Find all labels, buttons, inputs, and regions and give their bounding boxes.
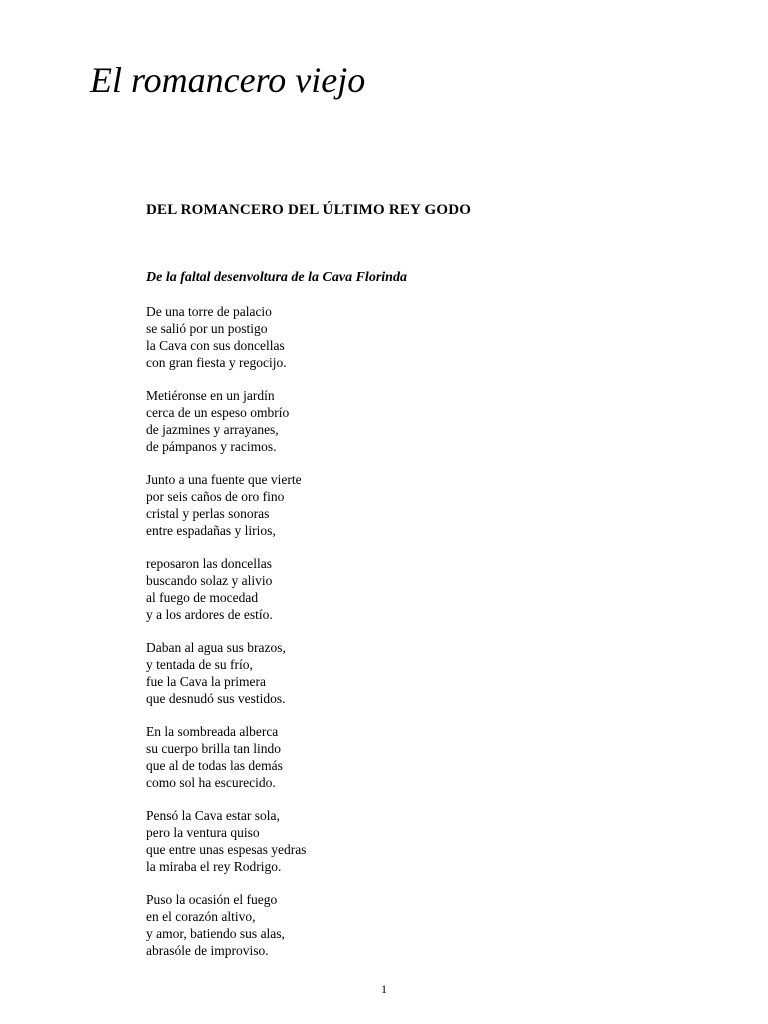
poem-body xyxy=(146,303,306,975)
verse-line: De una torre de palacio xyxy=(146,304,272,319)
verse-line: como sol ha escurecido. xyxy=(146,775,276,790)
verse-line: pero la ventura quiso xyxy=(146,825,260,840)
verse-line: y amor, batiendo sus alas, xyxy=(146,926,285,941)
stanza xyxy=(146,807,306,875)
poem-title: De la faltal desenvoltura de la Cava Florinda xyxy=(146,270,407,285)
verse-line: fue la Cava la primera xyxy=(146,674,266,689)
verse-line: la miraba el rey Rodrigo. xyxy=(146,859,282,874)
page-number: 1 xyxy=(381,982,387,996)
verse-line: se salió por un postigo xyxy=(146,321,268,336)
verse-line: su cuerpo brilla tan lindo xyxy=(146,741,281,756)
verse-line: cristal y perlas sonoras xyxy=(146,506,270,521)
verse-line: que entre unas espesas yedras xyxy=(146,842,307,857)
stanza xyxy=(146,891,306,959)
verse-line: Pensó la Cava estar sola, xyxy=(146,808,280,823)
verse-line: por seis caños de oro fino xyxy=(146,489,285,504)
verse-line: entre espadañas y lirios, xyxy=(146,523,276,538)
verse-line: y tentada de su frío, xyxy=(146,657,253,672)
verse-line: de jazmines y arrayanes, xyxy=(146,422,279,437)
verse-line: con gran fiesta y regocijo. xyxy=(146,355,287,370)
stanza xyxy=(146,639,306,707)
stanza xyxy=(146,555,306,623)
stanza xyxy=(146,723,306,791)
verse-line: de pámpanos y racimos. xyxy=(146,439,277,454)
verse-line: Daban al agua sus brazos, xyxy=(146,640,286,655)
verse-line: buscando solaz y alivio xyxy=(146,573,273,588)
verse-line: en el corazón altivo, xyxy=(146,909,256,924)
verse-line: y a los ardores de estío. xyxy=(146,607,273,622)
verse-line: la Cava con sus doncellas xyxy=(146,338,285,353)
stanza xyxy=(146,471,306,539)
verse-line: que al de todas las demás xyxy=(146,758,283,773)
stanza xyxy=(146,387,306,455)
verse-line: reposaron las doncellas xyxy=(146,556,272,571)
verse-line: En la sombreada alberca xyxy=(146,724,279,739)
book-title: El romancero viejo xyxy=(90,60,366,100)
verse-line: Junto a una fuente que vierte xyxy=(146,472,302,487)
verse-line: que desnudó sus vestidos. xyxy=(146,691,286,706)
section-heading: DEL ROMANCERO DEL ÚLTIMO REY GODO xyxy=(146,202,472,218)
verse-line: al fuego de mocedad xyxy=(146,590,259,605)
verse-line: abrasóle de improviso. xyxy=(146,943,269,958)
stanza xyxy=(146,303,306,371)
verse-line: Puso la ocasión el fuego xyxy=(146,892,278,907)
verse-line: cerca de un espeso ombrío xyxy=(146,405,290,420)
verse-line: Metiéronse en un jardín xyxy=(146,388,275,403)
